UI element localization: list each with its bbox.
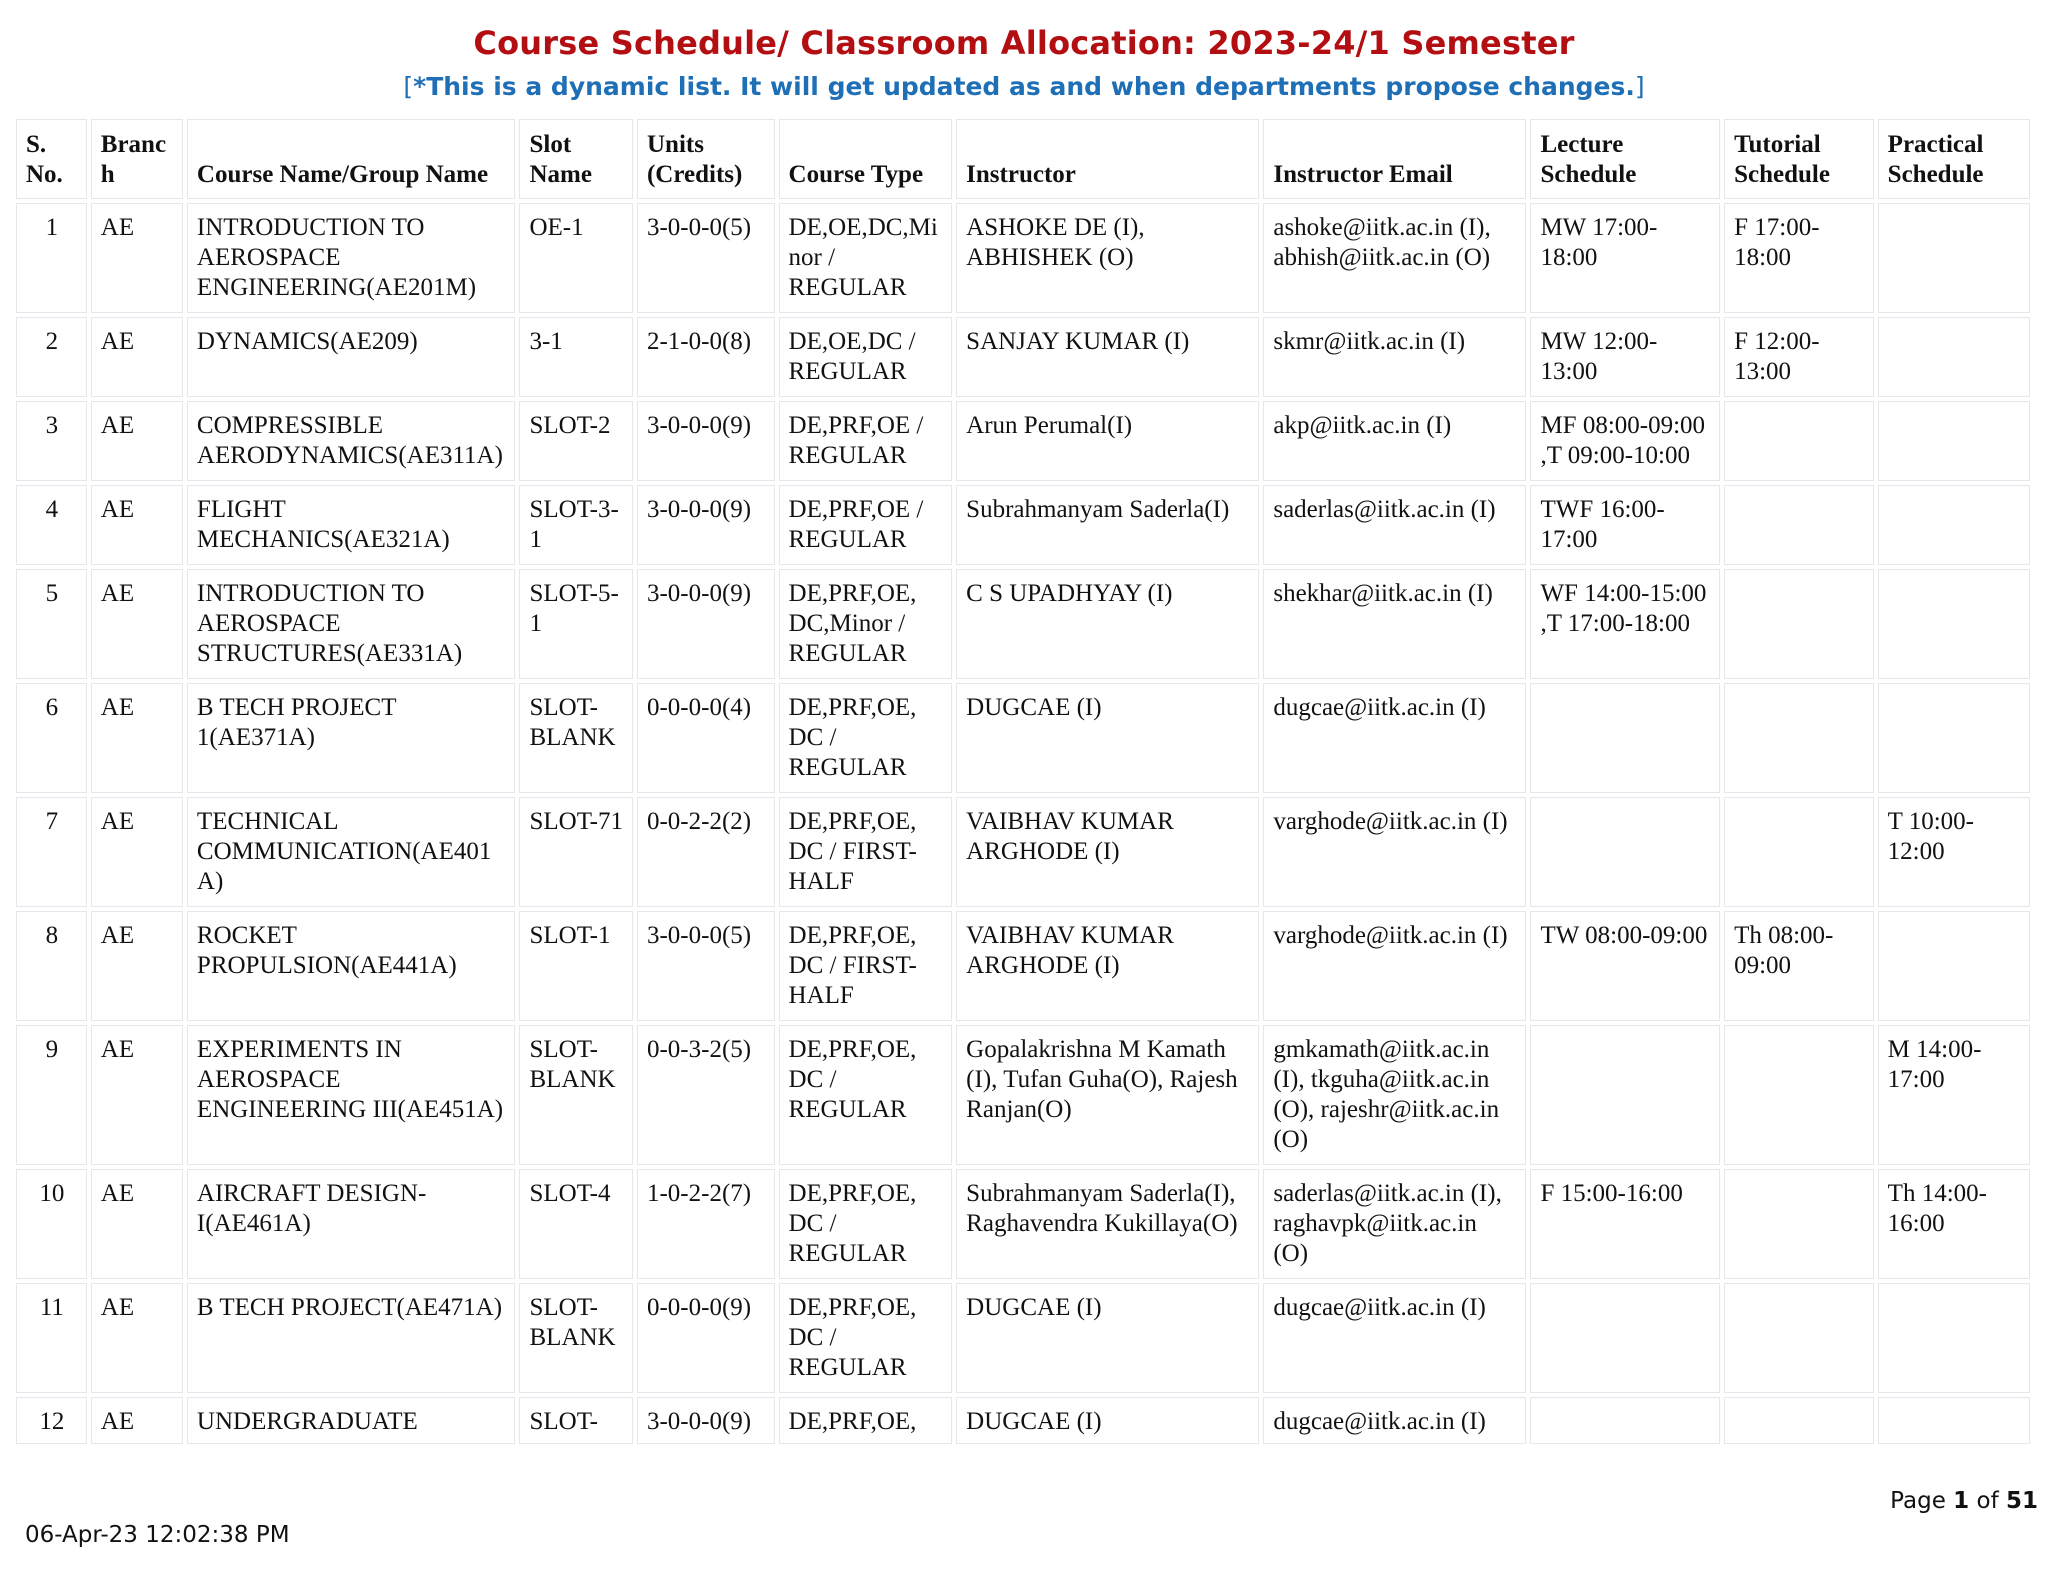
cell-sno: 4 [16,485,87,565]
cell-instructor-email: dugcae@iitk.ac.in (I) [1263,1283,1526,1393]
cell-instructor: C S UPADHYAY (I) [956,569,1259,679]
table-row [16,1169,2030,1279]
cell-units: 1-0-2-2(7) [637,1169,775,1279]
cell-instructor: Subrahmanyam Saderla(I), Raghavendra Kukillaya(O) [956,1169,1259,1279]
column-header-sno: S. No. [16,119,87,199]
cell-lecture-schedule: WF 14:00-15:00 ,T 17:00-18:00 [1530,569,1720,679]
table-row [16,203,2030,313]
cell-instructor-email: skmr@iitk.ac.in (I) [1263,317,1526,397]
table-row [16,401,2030,481]
column-header-instructor-email: Instructor Email [1263,119,1526,199]
page-subtitle [0,72,2048,101]
cell-course-name: TECHNICAL COMMUNICATION(AE401A) [187,797,516,907]
cell-practical-schedule [1878,683,2030,793]
cell-slot-name: SLOT-4 [519,1169,633,1279]
cell-instructor: VAIBHAV KUMAR ARGHODE (I) [956,911,1259,1021]
column-header-units: Units (Credits) [637,119,775,199]
cell-slot-name: SLOT-71 [519,797,633,907]
cell-course-type: DE,PRF,OE, DC / FIRST-HALF [779,911,953,1021]
table-row [16,485,2030,565]
cell-lecture-schedule: MF 08:00-09:00 ,T 09:00-10:00 [1530,401,1720,481]
table-row [16,1397,2030,1444]
cell-instructor-email: akp@iitk.ac.in (I) [1263,401,1526,481]
column-header-tutorial-schedule: Tutorial Schedule [1724,119,1874,199]
table-body [16,203,2030,1444]
column-header-course-type: Course Type [779,119,953,199]
cell-instructor-email: saderlas@iitk.ac.in (I), raghavpk@iitk.ac.in (O) [1263,1169,1526,1279]
cell-units: 3-0-0-0(9) [637,401,775,481]
cell-lecture-schedule: MW 12:00-13:00 [1530,317,1720,397]
page-total: 51 [2005,1488,2038,1514]
cell-units: 0-0-0-0(4) [637,683,775,793]
cell-course-name: B TECH PROJECT(AE471A) [187,1283,516,1393]
cell-practical-schedule [1878,317,2030,397]
cell-branch: AE [91,911,183,1021]
cell-course-type: DE,PRF,OE, DC / REGULAR [779,683,953,793]
cell-instructor-email: dugcae@iitk.ac.in (I) [1263,683,1526,793]
cell-units: 3-0-0-0(5) [637,911,775,1021]
cell-slot-name: 3-1 [519,317,633,397]
cell-course-type: DE,OE,DC / REGULAR [779,317,953,397]
page-label: Page [1890,1488,1946,1514]
cell-units: 3-0-0-0(5) [637,203,775,313]
column-header-lecture-schedule: Lecture Schedule [1530,119,1720,199]
cell-tutorial-schedule [1724,1283,1874,1393]
cell-instructor: VAIBHAV KUMAR ARGHODE (I) [956,797,1259,907]
cell-instructor: Gopalakrishna M Kamath (I), Tufan Guha(O), Rajesh Ranjan(O) [956,1025,1259,1165]
cell-branch: AE [91,317,183,397]
cell-slot-name: SLOT-BLANK [519,1025,633,1165]
cell-units: 3-0-0-0(9) [637,569,775,679]
cell-lecture-schedule [1530,1397,1720,1444]
cell-course-name: COMPRESSIBLE AERODYNAMICS(AE311A) [187,401,516,481]
cell-tutorial-schedule [1724,1397,1874,1444]
column-header-slot-name: Slot Name [519,119,633,199]
cell-instructor: DUGCAE (I) [956,1397,1259,1444]
cell-course-name: ROCKET PROPULSION(AE441A) [187,911,516,1021]
cell-lecture-schedule [1530,1025,1720,1165]
cell-sno: 5 [16,569,87,679]
cell-course-name: FLIGHT MECHANICS(AE321A) [187,485,516,565]
cell-instructor: ASHOKE DE (I), ABHISHEK (O) [956,203,1259,313]
cell-branch: AE [91,797,183,907]
cell-course-name: UNDERGRADUATE [187,1397,516,1444]
cell-course-name: DYNAMICS(AE209) [187,317,516,397]
cell-sno: 11 [16,1283,87,1393]
cell-units: 3-0-0-0(9) [637,1397,775,1444]
cell-practical-schedule [1878,1397,2030,1444]
cell-branch: AE [91,569,183,679]
cell-course-type: DE,OE,DC,Minor / REGULAR [779,203,953,313]
cell-slot-name: SLOT-5-1 [519,569,633,679]
cell-course-name: INTRODUCTION TO AEROSPACE STRUCTURES(AE331A) [187,569,516,679]
cell-tutorial-schedule [1724,569,1874,679]
table-row [16,683,2030,793]
cell-practical-schedule [1878,203,2030,313]
column-header-course-name: Course Name/Group Name [187,119,516,199]
cell-course-name: B TECH PROJECT 1(AE371A) [187,683,516,793]
table-header [16,119,2030,199]
cell-sno: 3 [16,401,87,481]
cell-branch: AE [91,1283,183,1393]
print-timestamp: 06-Apr-23 12:02:38 PM [25,1522,290,1548]
cell-instructor: SANJAY KUMAR (I) [956,317,1259,397]
cell-tutorial-schedule [1724,485,1874,565]
cell-instructor-email: shekhar@iitk.ac.in (I) [1263,569,1526,679]
cell-sno: 2 [16,317,87,397]
cell-branch: AE [91,683,183,793]
page-title: Course Schedule/ Classroom Allocation: 2023-24/1 Semester [473,24,1575,62]
cell-practical-schedule [1878,911,2030,1021]
cell-lecture-schedule: TW 08:00-09:00 [1530,911,1720,1021]
table-header-row [16,119,2030,199]
cell-course-type: DE,PRF,OE, [779,1397,953,1444]
subtitle-open-bracket: [ [403,72,414,101]
cell-course-type: DE,PRF,OE, DC / FIRST-HALF [779,797,953,907]
cell-sno: 9 [16,1025,87,1165]
table-row [16,569,2030,679]
cell-branch: AE [91,401,183,481]
cell-tutorial-schedule: F 17:00-18:00 [1724,203,1874,313]
page-number [1890,1488,2038,1514]
table-row [16,317,2030,397]
table-row [16,1025,2030,1165]
column-header-practical-schedule: Practical Schedule [1878,119,2030,199]
cell-sno: 10 [16,1169,87,1279]
cell-course-name: EXPERIMENTS IN AEROSPACE ENGINEERING III(AE451A) [187,1025,516,1165]
cell-branch: AE [91,485,183,565]
column-header-instructor: Instructor [956,119,1259,199]
table-row [16,1283,2030,1393]
cell-tutorial-schedule [1724,683,1874,793]
cell-sno: 1 [16,203,87,313]
cell-units: 0-0-0-0(9) [637,1283,775,1393]
cell-branch: AE [91,1397,183,1444]
page-of: of [1976,1488,1999,1514]
cell-course-type: DE,PRF,OE, DC / REGULAR [779,1025,953,1165]
column-header-branch: Branch [91,119,183,199]
cell-sno: 6 [16,683,87,793]
cell-course-name: INTRODUCTION TO AEROSPACE ENGINEERING(AE201M) [187,203,516,313]
table-row [16,911,2030,1021]
cell-units: 0-0-3-2(5) [637,1025,775,1165]
cell-course-type: DE,PRF,OE, DC,Minor / REGULAR [779,569,953,679]
cell-instructor-email: varghode@iitk.ac.in (I) [1263,797,1526,907]
cell-units: 0-0-2-2(2) [637,797,775,907]
cell-tutorial-schedule: F 12:00-13:00 [1724,317,1874,397]
cell-instructor-email: saderlas@iitk.ac.in (I) [1263,485,1526,565]
cell-lecture-schedule [1530,683,1720,793]
cell-tutorial-schedule [1724,1025,1874,1165]
subtitle-text: *This is a dynamic list. It will get updated as and when departments propose changes. [413,72,1635,101]
cell-lecture-schedule: MW 17:00-18:00 [1530,203,1720,313]
cell-instructor: DUGCAE (I) [956,683,1259,793]
table-row [16,797,2030,907]
cell-course-type: DE,PRF,OE, DC / REGULAR [779,1169,953,1279]
cell-course-name: AIRCRAFT DESIGN-I(AE461A) [187,1169,516,1279]
cell-slot-name: SLOT-BLANK [519,683,633,793]
cell-tutorial-schedule: Th 08:00-09:00 [1724,911,1874,1021]
cell-lecture-schedule [1530,797,1720,907]
cell-instructor: Subrahmanyam Saderla(I) [956,485,1259,565]
cell-practical-schedule: M 14:00-17:00 [1878,1025,2030,1165]
course-schedule-table [12,115,2034,1448]
cell-instructor: DUGCAE (I) [956,1283,1259,1393]
cell-tutorial-schedule [1724,797,1874,907]
cell-practical-schedule: Th 14:00-16:00 [1878,1169,2030,1279]
cell-practical-schedule: T 10:00-12:00 [1878,797,2030,907]
cell-branch: AE [91,203,183,313]
cell-slot-name: SLOT- [519,1397,633,1444]
cell-lecture-schedule: TWF 16:00-17:00 [1530,485,1720,565]
cell-tutorial-schedule [1724,1169,1874,1279]
cell-units: 2-1-0-0(8) [637,317,775,397]
cell-instructor-email: dugcae@iitk.ac.in (I) [1263,1397,1526,1444]
cell-practical-schedule [1878,569,2030,679]
cell-lecture-schedule [1530,1283,1720,1393]
subtitle-close-bracket: ] [1634,72,1645,101]
cell-sno: 7 [16,797,87,907]
cell-instructor: Arun Perumal(I) [956,401,1259,481]
cell-slot-name: SLOT-1 [519,911,633,1021]
cell-practical-schedule [1878,401,2030,481]
cell-instructor-email: varghode@iitk.ac.in (I) [1263,911,1526,1021]
cell-practical-schedule [1878,485,2030,565]
cell-slot-name: OE-1 [519,203,633,313]
cell-units: 3-0-0-0(9) [637,485,775,565]
cell-course-type: DE,PRF,OE / REGULAR [779,485,953,565]
cell-instructor-email: ashoke@iitk.ac.in (I), abhish@iitk.ac.in (O) [1263,203,1526,313]
cell-branch: AE [91,1025,183,1165]
cell-lecture-schedule: F 15:00-16:00 [1530,1169,1720,1279]
cell-instructor-email: gmkamath@iitk.ac.in (I), tkguha@iitk.ac.in (O), rajeshr@iitk.ac.in (O) [1263,1025,1526,1165]
cell-sno: 8 [16,911,87,1021]
cell-branch: AE [91,1169,183,1279]
cell-slot-name: SLOT-3-1 [519,485,633,565]
cell-tutorial-schedule [1724,401,1874,481]
cell-practical-schedule [1878,1283,2030,1393]
cell-course-type: DE,PRF,OE / REGULAR [779,401,953,481]
cell-course-type: DE,PRF,OE, DC / REGULAR [779,1283,953,1393]
page-current: 1 [1953,1488,1970,1514]
cell-slot-name: SLOT-2 [519,401,633,481]
cell-sno: 12 [16,1397,87,1444]
cell-slot-name: SLOT-BLANK [519,1283,633,1393]
